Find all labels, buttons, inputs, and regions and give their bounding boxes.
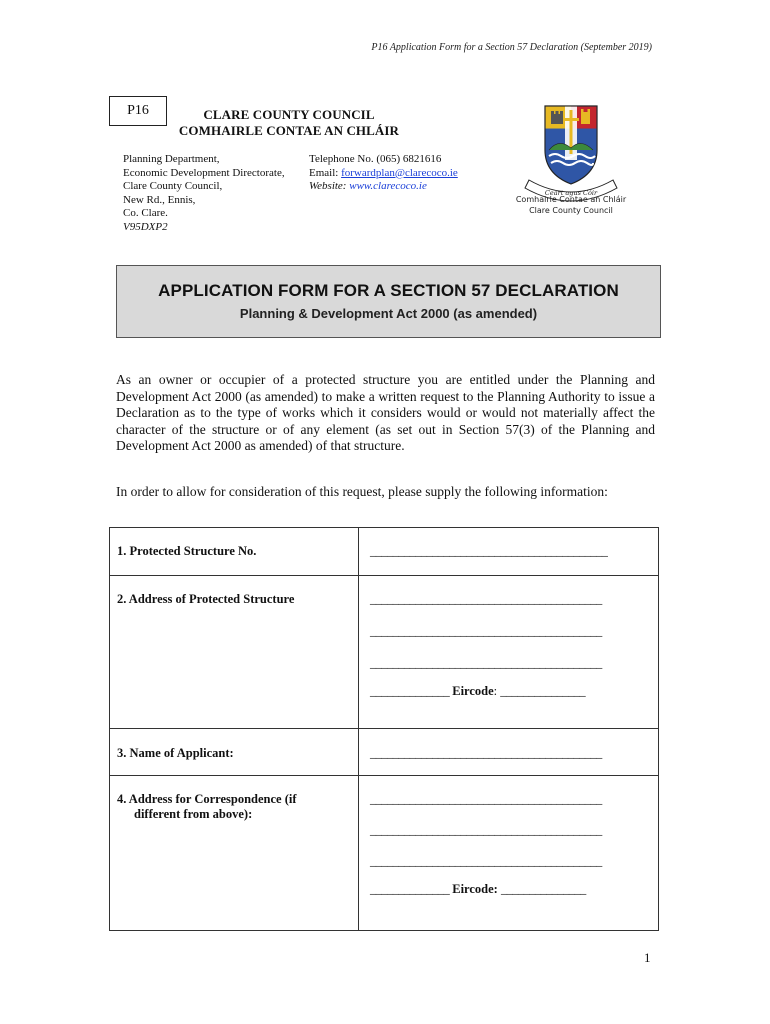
column-divider <box>358 528 359 575</box>
address-line: Economic Development Directorate, <box>123 166 285 179</box>
field-label: 1. Protected Structure No. <box>117 544 257 558</box>
address-line: Co. Clare. <box>123 207 168 219</box>
website-link[interactable]: www.clarecoco.ie <box>349 180 427 192</box>
email-link[interactable]: forwardplan@clarecoco.ie <box>341 166 458 179</box>
field-label-line: different from above): <box>134 807 253 821</box>
column-divider <box>358 776 359 930</box>
eircode-label: Eircode: <box>452 882 498 896</box>
crest-caption-irish: Comhairle Contae an Chláir <box>515 195 627 204</box>
address-line: Planning Department, <box>123 153 220 165</box>
correspondence-address-line-2-field[interactable]: _________________________________________ <box>370 823 602 837</box>
council-name-english: CLARE COUNTY COUNCIL <box>203 107 375 122</box>
email-label: Email: <box>309 166 339 179</box>
structure-eircode-field[interactable]: _______________ <box>500 684 586 698</box>
correspondence-eircode-prefix-field[interactable]: ______________ <box>370 882 450 896</box>
column-divider <box>358 576 359 728</box>
correspondence-address-line-1-field[interactable]: _________________________________________ <box>370 792 602 806</box>
column-divider <box>358 729 359 775</box>
structure-eircode-prefix-field[interactable]: ______________ <box>370 684 450 698</box>
form-reference-box: P16 <box>109 96 167 126</box>
website-label: Website: <box>309 180 347 192</box>
council-name-irish: COMHAIRLE CONTAE AN CHLÁIR <box>178 123 400 138</box>
form-row-correspondence-address <box>110 776 658 930</box>
form-title-box <box>116 265 661 338</box>
application-form-table <box>109 527 659 931</box>
structure-address-line-3-field[interactable]: _________________________________________ <box>370 656 602 670</box>
telephone-number: Telephone No. (065) 6821616 <box>309 153 442 165</box>
intro-paragraph: As an owner or occupier of a protected structure you are entitled under the Planning and Development Act 2000 (as amended) to make a written request to the Planning Authority to issue a Declaration as to the type of works which it considers would or would not materially affect the character of the structure or of any element (as set out in Section 57(3) of the Planning and Development Act 2000 as amended) of that structure. <box>116 372 655 454</box>
form-row-address-of-structure <box>110 576 658 729</box>
protected-structure-no-field[interactable]: __________________________________________ <box>370 544 608 558</box>
form-row-protected-structure-no <box>110 528 658 576</box>
correspondence-address-line-3-field[interactable]: _________________________________________ <box>370 854 602 868</box>
page-header-note: P16 Application Form for a Section 57 Declaration (September 2019) <box>371 42 652 53</box>
form-row-name-of-applicant <box>110 729 658 776</box>
applicant-name-field[interactable]: _________________________________________ <box>370 746 602 760</box>
address-eircode: V95DXP2 <box>123 220 168 233</box>
address-line: New Rd., Ennis, <box>123 193 196 206</box>
crest-motto: Ceart agus Cóir <box>544 189 598 197</box>
correspondence-eircode-row <box>370 882 586 897</box>
address-line: Clare County Council, <box>123 180 223 192</box>
field-label <box>117 792 297 822</box>
crest-caption-english: Clare County Council <box>529 206 613 215</box>
form-subtitle: Planning & Development Act 2000 (as amended) <box>239 306 538 321</box>
structure-address-line-1-field[interactable]: _________________________________________ <box>370 592 602 606</box>
website-line <box>309 180 458 194</box>
eircode-colon: : <box>493 684 498 698</box>
council-name <box>163 107 415 139</box>
instruction-paragraph: In order to allow for consideration of this request, please supply the following information: <box>116 484 608 499</box>
structure-address-line-2-field[interactable]: _________________________________________ <box>370 624 602 638</box>
eircode-label: Eircode <box>452 684 494 698</box>
email-line <box>309 167 458 181</box>
page-number: 1 <box>644 950 651 965</box>
correspondence-eircode-field[interactable]: _______________ <box>500 882 586 896</box>
form-title: APPLICATION FORM FOR A SECTION 57 DECLARATION <box>158 281 619 300</box>
postal-address <box>123 153 285 234</box>
field-label-line: 4. Address for Correspondence (if <box>117 792 297 806</box>
field-label: 2. Address of Protected Structure <box>117 592 295 606</box>
field-label: 3. Name of Applicant: <box>117 746 234 760</box>
crest-caption <box>505 194 637 216</box>
structure-eircode-row <box>370 684 585 699</box>
contact-details <box>309 153 458 194</box>
